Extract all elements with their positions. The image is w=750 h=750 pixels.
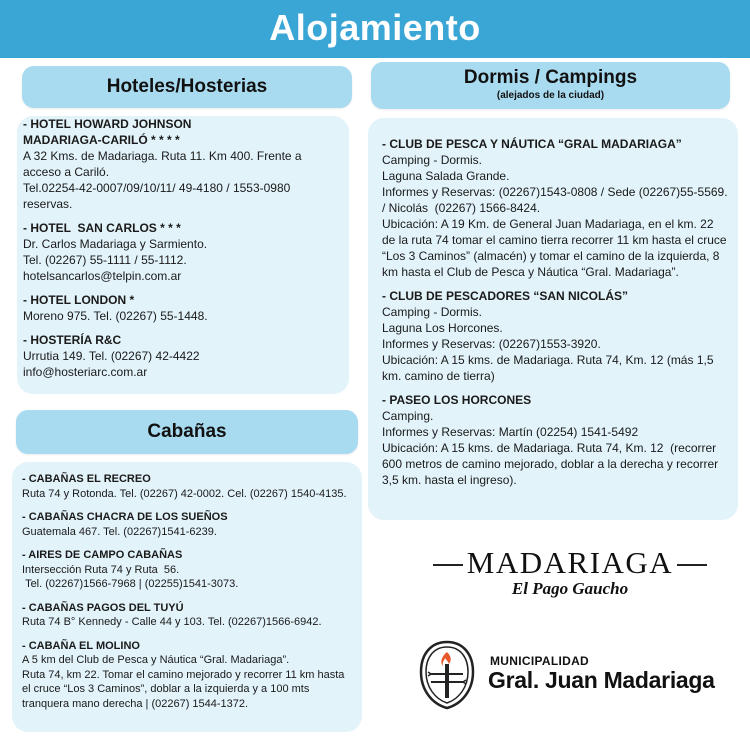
hoteles-entry-detail: info@hosteriarc.com.ar: [23, 365, 148, 379]
ornament-left: [433, 564, 463, 566]
hoteles-entry-detail: Tel.02254-42-0007/09/10/11/ 49-4180 / 1553-0980 reservas.: [23, 181, 294, 211]
hoteles-entry-detail: Tel. (02267) 55-1111 / 55-1112.: [23, 253, 187, 267]
cabanas-entry-name: - CABAÑAS CHACRA DE LOS SUEÑOS: [22, 511, 228, 523]
cabanas-entry-detail: Tel. (02267)1566-7968 | (02255)1541-3073.: [22, 578, 239, 590]
dormis-entry-detail: Informes y Reservas: (02267)1553-3920.: [382, 337, 601, 351]
hoteles-entry-name: - HOSTERÍA R&C: [23, 333, 122, 347]
dormis-entry-detail: Ubicación: A 15 kms. de Madariaga. Ruta 74, Km. 12 (recorrer 600 metros de camino mejorado, doblar a la derecha y recorrer 3,5 km. hasta el ingreso).: [382, 441, 722, 487]
cabanas-entry: [22, 639, 354, 712]
hoteles-entry-name: - HOTEL HOWARD JOHNSON MADARIAGA-CARILÓ * * * *: [23, 117, 192, 147]
cabanas-entry-detail: Ruta 74 y Rotonda. Tel. (02267) 42-0002. Cel. (02267) 1540-4135.: [22, 487, 347, 500]
cabanas-heading: [16, 410, 358, 454]
municipal-seal-icon: [418, 640, 476, 710]
dormis-entry: [382, 136, 731, 280]
dormis-entry-detail: Laguna Los Horcones.: [382, 321, 503, 335]
dormis-entry-name: - CLUB DE PESCA Y NÁUTICA “GRAL MADARIAGA”: [382, 137, 682, 151]
hoteles-entry-name: - HOTEL LONDON *: [23, 293, 135, 307]
dormis-entry-detail: Ubicación: A 19 Km. de General Juan Madariaga, en el km. 22 de la ruta 74 tomar el camino tierra recorrer 11 km hasta el cruce “Los 3 Caminos” (almacén) y tomar el camino de la izquierda, 8 km hasta el Club de Pesca y Náutica “Gral. Madariaga”.: [382, 217, 730, 279]
dormis-panel: [368, 118, 738, 520]
cabanas-entry-detail: Ruta 74, km 22. Tomar el camino mejorado y recorrer 11 km hasta el cruce “Los 3 Caminos”, doblar a la izquierda y a 100 mts tranquera mano derecha | (02267) 1544-1372.: [22, 668, 348, 710]
brand-name: MADARIAGA: [466, 545, 674, 580]
cabanas-entry-name: - CABAÑAS EL RECREO: [22, 473, 151, 485]
dormis-entry-detail: Ubicación: A 15 kms. de Madariaga. Ruta 74, Km. 12 (más 1,5 km. camino de tierra): [382, 353, 717, 383]
dormis-entry-detail: Camping - Dormis.: [382, 305, 483, 319]
cabanas-entry: [22, 510, 354, 539]
cabanas-entry-detail: Guatemala 467. Tel. (02267)1541-6239.: [22, 525, 217, 538]
cabanas-entry-name: - AIRES DE CAMPO CABAÑAS: [22, 549, 183, 561]
header-bar: [0, 0, 750, 58]
hoteles-entry-detail: Moreno 975. Tel. (02267) 55-1448.: [23, 309, 208, 323]
dormis-subheading: (alejados de la ciudad): [496, 90, 605, 101]
hoteles-entry-name: - HOTEL SAN CARLOS * * *: [23, 221, 181, 235]
cabanas-entry-name: - CABAÑA EL MOLINO: [22, 639, 140, 652]
hoteles-entry: [23, 116, 341, 212]
cabanas-entry-detail: A 5 km del Club de Pesca y Náutica “Gral. Madariaga”.: [22, 654, 290, 666]
dormis-entry-name: - CLUB DE PESCADORES “SAN NICOLÁS”: [382, 289, 629, 303]
municipio-name: Gral. Juan Madariaga: [488, 667, 715, 693]
dormis-entry-detail: Informes y Reservas: Martín (02254) 1541-5492: [382, 425, 639, 439]
madariaga-logo: [420, 545, 720, 605]
municipalidad-logo: [418, 640, 718, 710]
dormis-heading: [371, 62, 730, 109]
cabanas-entry: [22, 472, 354, 501]
dormis-entry-detail: Camping.: [382, 409, 434, 423]
hoteles-entry-detail: hotelsancarlos@telpin.com.ar: [23, 269, 182, 283]
hoteles-entry: [23, 292, 341, 324]
hoteles-entry: [23, 332, 341, 380]
hoteles-entry-detail: Urrutia 149. Tel. (02267) 42-4422: [23, 349, 200, 363]
cabanas-entry-detail: Ruta 74 B° Kennedy - Calle 44 y 103. Tel. (02267)1566-6942.: [22, 616, 322, 628]
dormis-entry: [382, 288, 728, 384]
dormis-entry: [382, 392, 728, 488]
hoteles-panel: [17, 116, 349, 394]
hoteles-entry: [23, 220, 341, 284]
cabanas-panel: [12, 462, 362, 732]
hoteles-heading: [22, 66, 352, 108]
page-title: Alojamiento: [269, 7, 481, 48]
cabanas-entry: [22, 548, 354, 592]
hoteles-heading-text: Hoteles/Hosterias: [106, 76, 268, 97]
cabanas-entry-detail: Intersección Ruta 74 y Ruta 56.: [22, 563, 180, 576]
dormis-entry-name: - PASEO LOS HORCONES: [382, 393, 532, 407]
municipalidad-label: MUNICIPALIDAD: [490, 654, 590, 668]
dormis-entry-detail: Camping - Dormis.: [382, 153, 483, 167]
dormis-heading-text: Dormis / Campings: [463, 67, 638, 88]
dormis-entry-detail: Informes y Reservas: (02267)1543-0808 / Sede (02267)55-5569. / Nicolás (02267) 1566-8424.: [382, 185, 731, 215]
hoteles-entry-detail: Dr. Carlos Madariaga y Sarmiento.: [23, 237, 208, 251]
dormis-entry-detail: Laguna Salada Grande.: [382, 169, 510, 183]
cabanas-entry-name: - CABAÑAS PAGOS DEL TUYÚ: [22, 601, 184, 614]
ornament-right: [677, 564, 707, 566]
cabanas-entry: [22, 601, 354, 630]
cabanas-heading-text: Cabañas: [147, 421, 227, 442]
brand-tagline: El Pago Gaucho: [511, 579, 629, 598]
hoteles-entry-detail: A 32 Kms. de Madariaga. Ruta 11. Km 400. Frente a acceso a Cariló.: [23, 149, 305, 179]
